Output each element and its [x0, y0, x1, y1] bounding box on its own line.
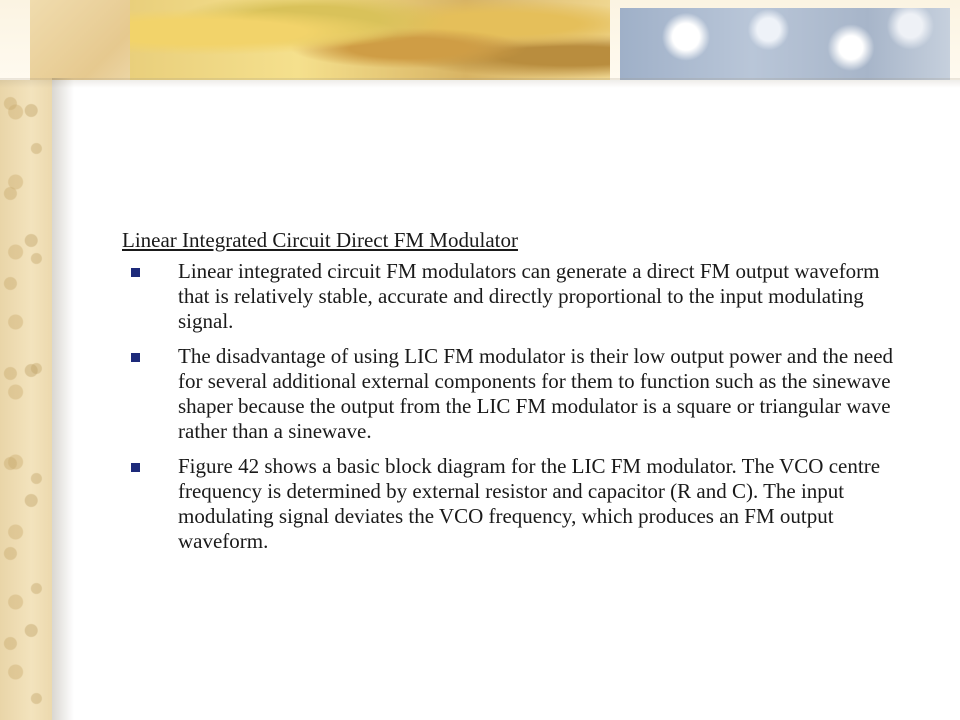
- banner-flowers-image: [620, 8, 950, 80]
- parchment-left-border: [0, 0, 52, 720]
- left-shadow: [52, 78, 74, 720]
- bullet-item: [122, 454, 912, 554]
- square-bullet-icon: [131, 353, 140, 362]
- bullet-item: [122, 344, 912, 444]
- slide-heading: Linear Integrated Circuit Direct FM Modulator: [122, 228, 518, 252]
- banner-shadow: [0, 78, 960, 88]
- square-bullet-icon: [131, 463, 140, 472]
- slide-content: [122, 228, 912, 564]
- bullet-item: [122, 259, 912, 334]
- square-bullet-icon: [131, 268, 140, 277]
- bullet-text: Figure 42 shows a basic block diagram for the LIC FM modulator. The VCO centre frequency is determined by external resistor and capacitor (R and C). The input modulating signal deviates the VCO frequency, which produces an FM output waveform.: [178, 454, 881, 553]
- banner-leaves-image: [130, 0, 610, 80]
- bullet-text: Linear integrated circuit FM modulators can generate a direct FM output waveform that is relatively stable, accurate and directly proportional to the input modulating signal.: [178, 259, 880, 333]
- bullet-list: [122, 259, 912, 554]
- bullet-text: The disadvantage of using LIC FM modulator is their low output power and the need for several additional external components for them to function such as the sinewave shaper because the output from the LIC FM modulator is a square or triangular wave rather than a sinewave.: [178, 344, 894, 443]
- header-banner: [0, 0, 960, 80]
